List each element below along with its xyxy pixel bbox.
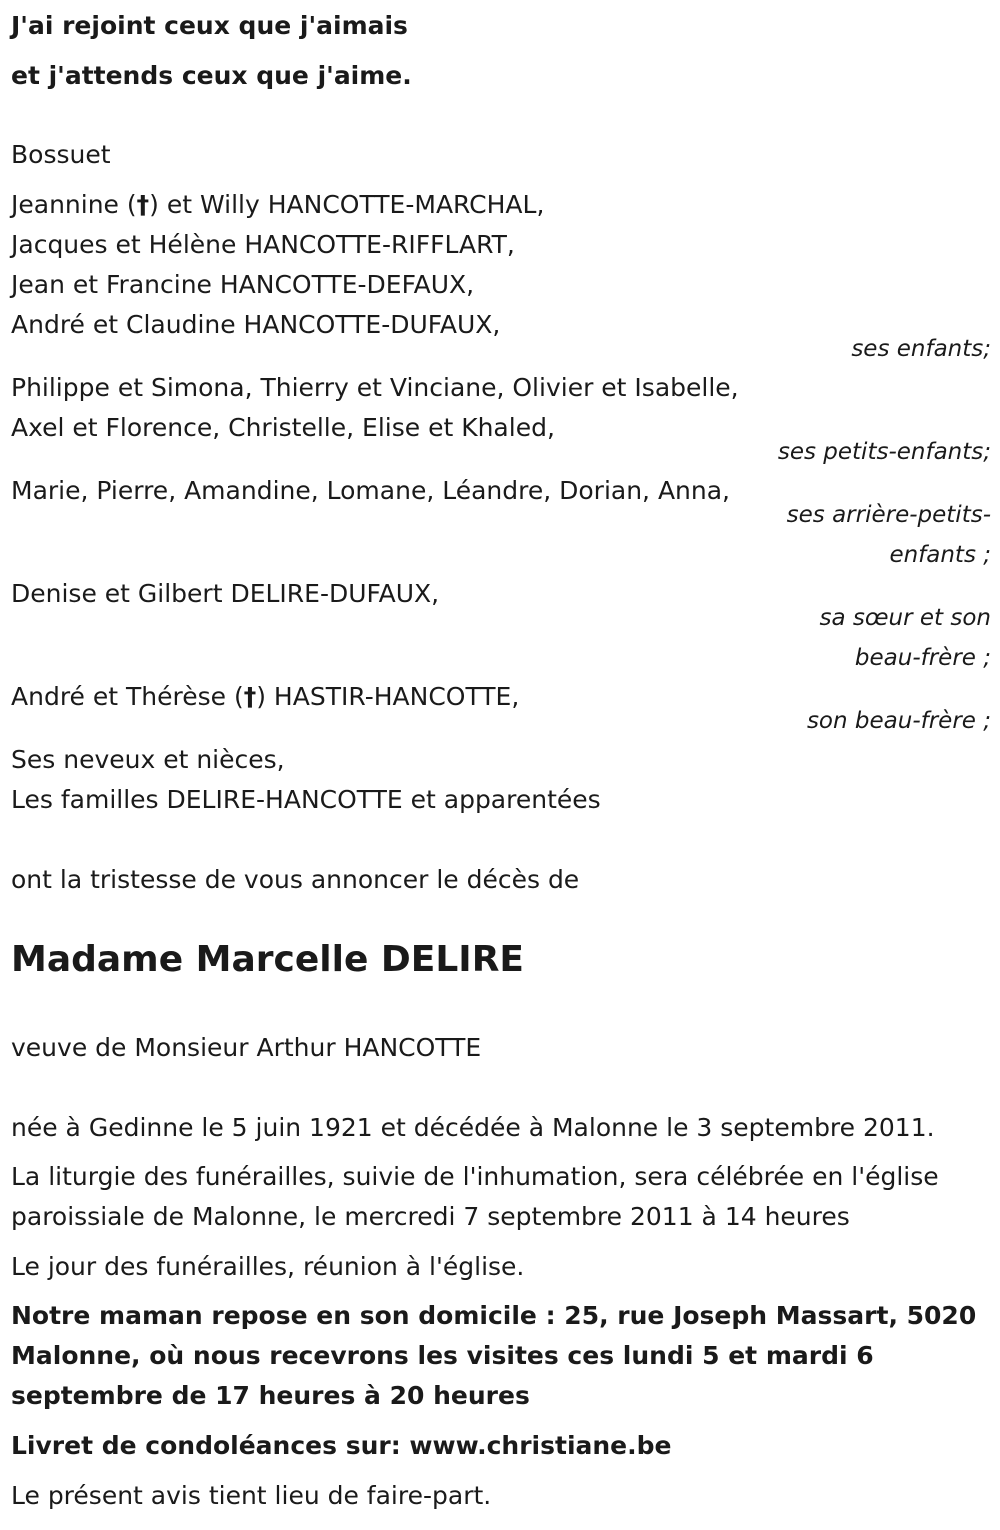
epigraph-line-2: et j'attends ceux que j'aime. xyxy=(11,61,412,90)
sister-relation-1: sa sœur et son xyxy=(819,605,991,631)
meeting-info: Le jour des funérailles, réunion à l'église. xyxy=(11,1252,525,1281)
rest-line-1: Notre maman repose en son domicile : 25, rue Joseph Massart, 5020 xyxy=(11,1301,977,1330)
grandchildren-line-2: Axel et Florence, Christelle, Elise et Khaled, xyxy=(11,413,555,442)
announcement: ont la tristesse de vous annoncer le décès de xyxy=(11,865,580,894)
condolences-link[interactable]: Livret de condoléances sur: www.christiane.be xyxy=(11,1431,672,1460)
children-line-1: Jeannine (†) et Willy HANCOTTE-MARCHAL, xyxy=(11,190,545,219)
great-grandchildren-line-1: Marie, Pierre, Amandine, Lomane, Léandre, Dorian, Anna, xyxy=(11,476,731,505)
children-line-4: André et Claudine HANCOTTE-DUFAUX, xyxy=(11,310,501,339)
epigraph-line-1: J'ai rejoint ceux que j'aimais xyxy=(11,11,408,40)
rest-line-3: septembre de 17 heures à 20 heures xyxy=(11,1381,530,1410)
great-grandchildren-relation-1: ses arrière-petits- xyxy=(786,502,991,528)
sister-line: Denise et Gilbert DELIRE-DUFAUX, xyxy=(11,579,440,608)
families-line: Les familles DELIRE-HANCOTTE et apparentées xyxy=(11,785,601,814)
deceased-name: Madame Marcelle DELIRE xyxy=(11,939,525,980)
great-grandchildren-relation-2: enfants ; xyxy=(889,542,991,568)
children-line-3: Jean et Francine HANCOTTE-DEFAUX, xyxy=(11,270,475,299)
cross-icon: † xyxy=(136,190,150,219)
rest-line-2: Malonne, où nous recevrons les visites ces lundi 5 et mardi 6 xyxy=(11,1341,874,1370)
place: Bossuet xyxy=(11,140,111,169)
cross-icon: † xyxy=(243,682,257,711)
birth-death-dates: née à Gedinne le 5 juin 1921 et décédée à Malonne le 3 septembre 2011. xyxy=(11,1113,935,1142)
liturgy-line-2: paroissiale de Malonne, le mercredi 7 septembre 2011 à 14 heures xyxy=(11,1202,850,1231)
widow-of: veuve de Monsieur Arthur HANCOTTE xyxy=(11,1033,482,1062)
brother-in-law-line: André et Thérèse (†) HASTIR-HANCOTTE, xyxy=(11,682,520,711)
grandchildren-relation: ses petits-enfants; xyxy=(777,439,991,465)
children-relation: ses enfants; xyxy=(851,336,991,362)
children-line-2: Jacques et Hélène HANCOTTE-RIFFLART, xyxy=(11,230,515,259)
liturgy-line-1: La liturgie des funérailles, suivie de l'inhumation, sera célébrée en l'église xyxy=(11,1162,939,1191)
nephews-line: Ses neveux et nièces, xyxy=(11,745,285,774)
grandchildren-line-1: Philippe et Simona, Thierry et Vinciane, Olivier et Isabelle, xyxy=(11,373,739,402)
footer-note: Le présent avis tient lieu de faire-part. xyxy=(11,1481,492,1510)
brother-in-law-relation: son beau-frère ; xyxy=(806,708,991,734)
sister-relation-2: beau-frère ; xyxy=(854,645,991,671)
